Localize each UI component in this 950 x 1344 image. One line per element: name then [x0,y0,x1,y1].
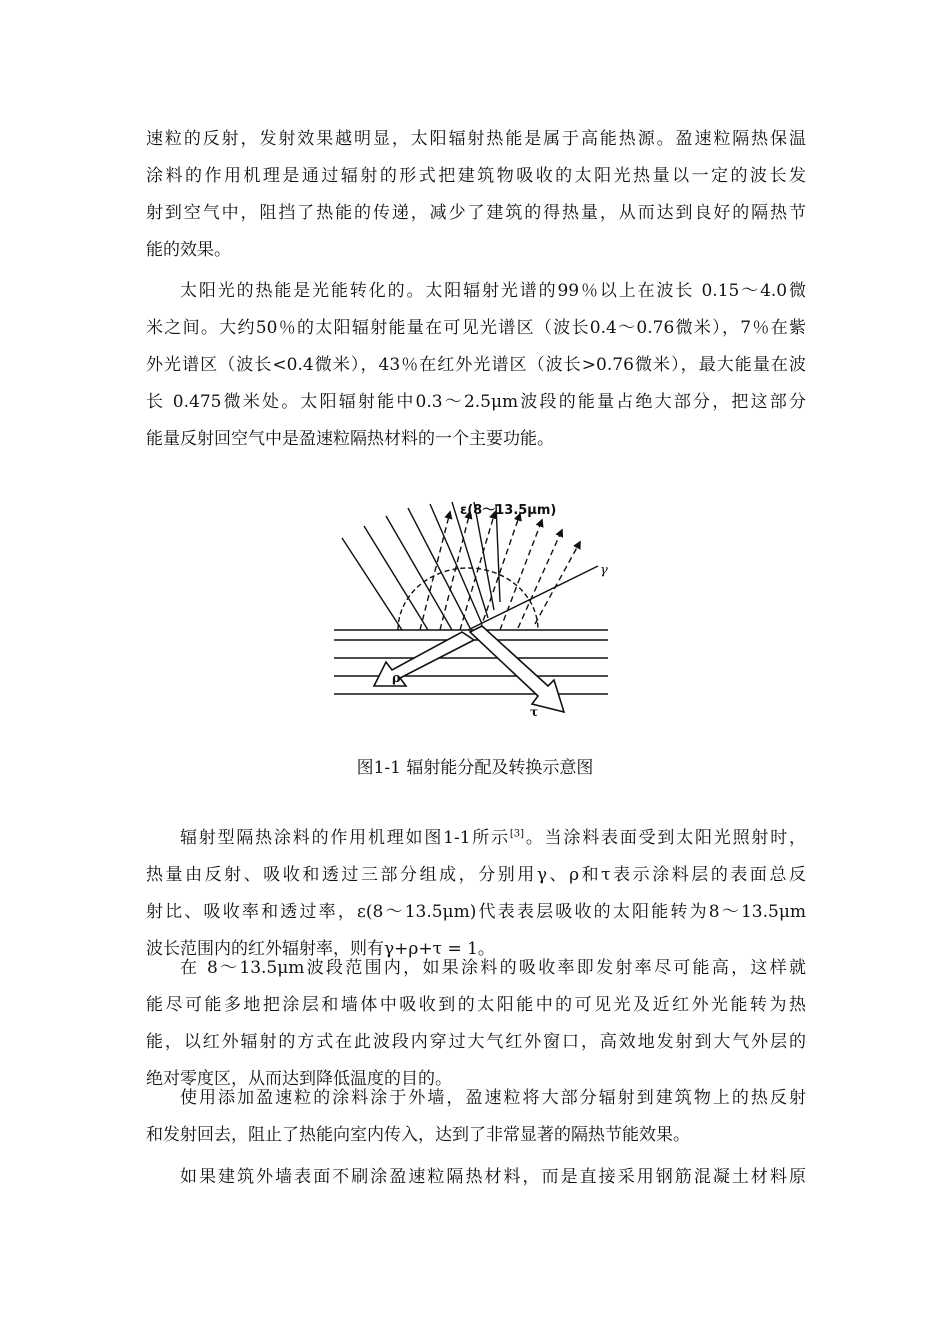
text-span: 辐射型隔热涂料的作用机理如图1-1所示 [180,828,510,848]
paragraph-1 [146,121,806,269]
text-line: 长 0.475微米处。太阳辐射能中0.3～2.5μm波段的能量占绝大部分，把这部分 [146,392,806,412]
text-line: 和发射回去，阻止了热能向室内传入，达到了非常显著的隔热节能效果。 [146,1125,690,1145]
text-line: 射到空气中，阻挡了热能的传递，减少了建筑的得热量，从而达到良好的隔热节 [146,203,806,223]
citation-ref[interactable]: [3] [509,828,525,840]
text-line: 涂料的作用机理是通过辐射的形式把建筑物吸收的太阳光热量以一定的波长发 [146,166,806,186]
text-span: 。当涂料表面受到太阳光照射时， [524,828,806,848]
text-line: 在 8～13.5μm波段范围内，如果涂料的吸收率即发射率尽可能高，这样就 [180,958,806,978]
text-line: 能的效果。 [146,240,231,260]
transmission-arrow [470,626,564,712]
text-line: 绝对零度区，从而达到降低温度的目的。 [146,1069,452,1089]
paragraph-5 [146,1080,806,1154]
text-line: 如果建筑外墙表面不刷涂盈速粒隔热材料，而是直接采用钢筋混凝土材料原 [180,1167,806,1187]
text-line: 使用添加盈速粒的涂料涂于外墙，盈速粒将大部分辐射到建筑物上的热反射 [180,1088,806,1108]
figure-caption: 图1-1 辐射能分配及转换示意图 [356,758,594,778]
paragraph-2 [146,273,806,458]
text-line: 波长范围内的红外辐射率，则有γ+ρ+τ = 1。 [146,939,495,959]
emitted-rays [420,512,580,630]
paragraph-4 [146,950,806,1098]
radiation-diagram [330,490,620,720]
emission-semicircle [398,568,538,630]
text-line [146,820,806,857]
gamma-label: γ [600,563,608,578]
text-line: 能，以红外辐射的方式在此波段内穿过大气红外窗口，高效地发射到大气外层的 [146,1032,806,1052]
text-line: 射比、吸收率和透过率，ε(8～13.5μm)代表表层吸收的太阳能转为8～13.5μm [146,902,806,922]
text-line: 太阳光的热能是光能转化的。太阳辐射光谱的99％以上在波长 0.15～4.0微 [180,281,806,301]
text-line: 热量由反射、吸收和透过三部分组成，分别用γ、ρ和τ表示涂料层的表面总反 [146,865,806,885]
text-line: 速粒的反射，发射效果越明显，太阳辐射热能是属于高能热源。盈速粒隔热保温 [146,129,806,149]
paragraph-3 [146,820,806,968]
epsilon-label: ε(8～13.5μm) [460,503,557,518]
incident-rays [342,502,500,630]
text-line: 米之间。大约50％的太阳辐射能量在可见光谱区（波长0.4～0.76微米），7％在紫 [146,318,806,338]
text-line: 外光谱区（波长<0.4微米），43％在红外光谱区（波长>0.76微米），最大能量在波 [146,355,806,375]
text-line: 能尽可能多地把涂层和墙体中吸收到的太阳能中的可见光及近红外光能转为热 [146,995,806,1015]
tau-label: τ [530,705,539,719]
paragraph-6 [146,1159,806,1196]
rho-label: ρ [392,671,401,686]
text-line: 能量反射回空气中是盈速粒隔热材料的一个主要功能。 [146,429,554,449]
